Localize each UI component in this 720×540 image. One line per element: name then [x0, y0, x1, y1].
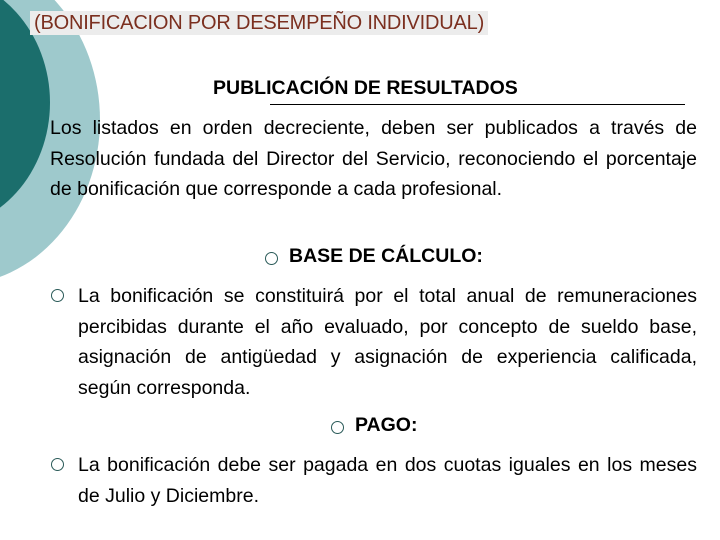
base-calculo-paragraph: La bonificación se constituirá por el total anual de remuneraciones percibidas durante el año evaluado, por concepto de sueldo base, asignación de antigüedad y asignación de experiencia calificada, según corresponda. [78, 285, 697, 399]
intro-paragraph: Los listados en orden decreciente, deben ser publicados a través de Resolución fundada del Director del Servicio, reconociendo el porcentaje de bonificación que corresponde a cada profesional. [50, 117, 697, 200]
pago-paragraph: La bonificación debe ser pagada en dos cuotas iguales en los meses de Julio y Diciembre. [78, 454, 697, 507]
section-title: PUBLICACIÓN DE RESULTADOS [213, 77, 518, 99]
title-underline [270, 104, 685, 105]
circle-bullet-icon [51, 458, 64, 471]
heading-base-calculo: BASE DE CÁLCULO: [289, 245, 483, 267]
circle-bullet-icon [51, 289, 64, 302]
slide-header-text: (BONIFICACION POR DESEMPEÑO INDIVIDUAL) [30, 11, 488, 35]
circle-bullet-icon [331, 421, 344, 434]
circle-bullet-icon [265, 252, 278, 265]
slide-header [30, 12, 488, 35]
heading-pago: PAGO: [355, 414, 418, 436]
